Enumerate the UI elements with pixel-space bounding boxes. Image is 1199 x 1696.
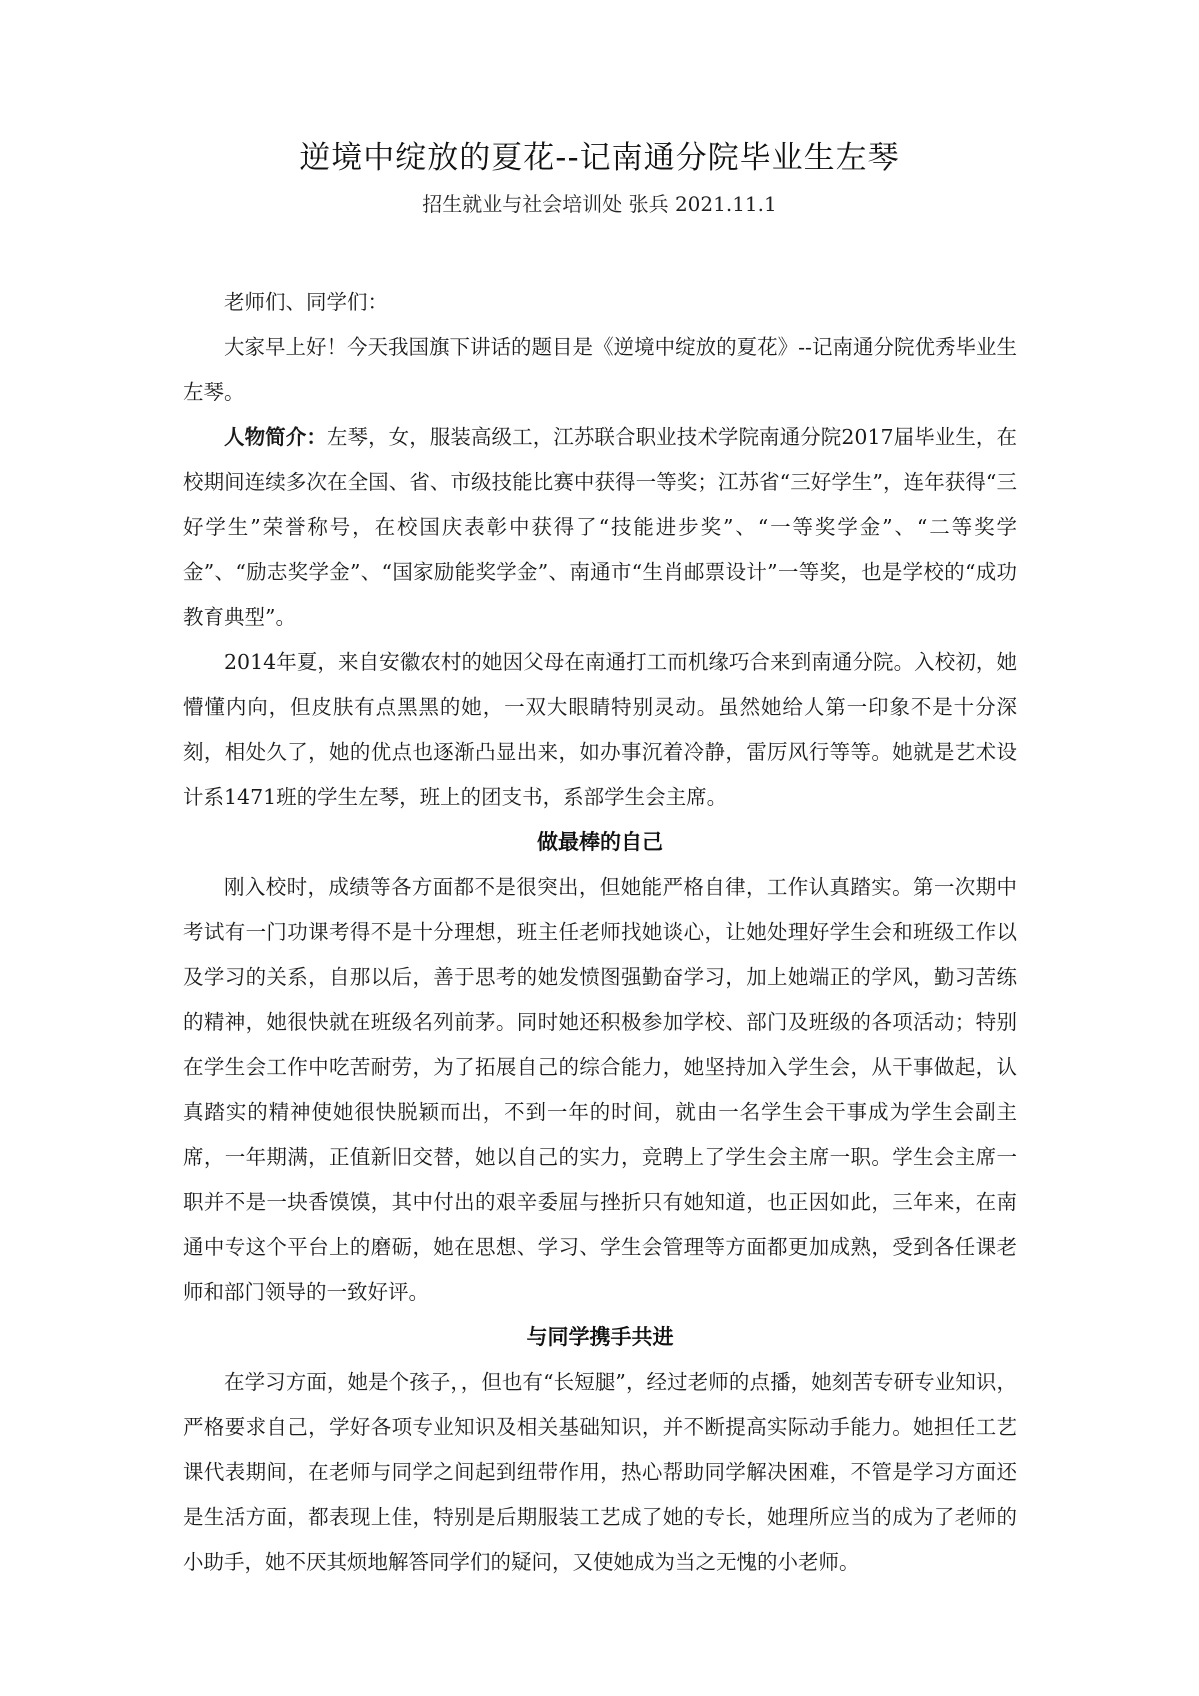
section-heading-progress-together: 与同学携手共进 — [526, 1325, 674, 1349]
greeting-paragraph: 老师们、同学们： — [224, 290, 388, 314]
profile-label: 人物简介： — [224, 425, 327, 449]
section1-paragraph: 刚入校时，成绩等各方面都不是很突出，但她能严格自律，工作认真踏实。第一次期中考试有一门功课考得不是十分理想，班主任老师找她谈心，让她处理好学生会和班级工作以及学习的关系，自那以后，善于思考的她发愤图强勤奋学习，加上她端正的学风，勤习苦练的精神，她很快就在班级名列前茅。同时她还积极参加学校、部门及班级的各项活动；特别在学生会工作中吃苦耐劳，为了拓展自己的综合能力，她坚持加入学生会，从干事做起，认真踏实的精神使她很快脱颖而出，不到一年的时间，就由一名学生会干事成为学生会副主席，一年期满，正值新旧交替，她以自己的实力，竞聘上了学生会主席一职。学生会主席一职并不是一块香馍馍，其中付出的艰辛委屈与挫折只有她知道，也正因如此，三年来，在南通中专这个平台上的磨砺，她在思想、学习、学生会管理等方面都更加成熟，受到各任课老师和部门领导的一致好评。 — [183, 875, 1017, 1304]
document-title: 逆境中绽放的夏花--记南通分院毕业生左琴 — [299, 140, 900, 176]
document-body — [183, 280, 1017, 1585]
profile-paragraph — [183, 415, 1017, 640]
document-byline: 招生就业与社会培训处 张兵 2021.11.1 — [422, 192, 777, 216]
profile-text: 左琴，女，服装高级工，江苏联合职业技术学院南通分院2017届毕业生，在校期间连续多次在全国、省、市级技能比赛中获得一等奖；江苏省“三好学生”，连年获得“三好学生”荣誉称号，在校国庆表彰中获得了“技能进步奖”、“一等奖学金”、“二等奖学金”、“励志奖学金”、“国家励能奖学金”、南通市“生肖邮票设计”一等奖，也是学校的“成功教育典型”。 — [183, 425, 1018, 629]
background-paragraph: 2014年夏，来自安徽农村的她因父母在南通打工而机缘巧合来到南通分院。入校初，她懵懂内向，但皮肤有点黑黑的她，一双大眼睛特别灵动。虽然她给人第一印象不是十分深刻，相处久了，她的优点也逐渐凸显出来，如办事沉着冷静，雷厉风行等等。她就是艺术设计系1471班的学生左琴，班上的团支书，系部学生会主席。 — [183, 650, 1017, 809]
section-heading-be-best-self: 做最棒的自己 — [537, 830, 663, 854]
section2-paragraph: 在学习方面，她是个孩子，，但也有“长短腿”，经过老师的点播，她刻苦专研专业知识，严格要求自己，学好各项专业知识及相关基础知识，并不断提高实际动手能力。她担任工艺课代表期间，在老师与同学之间起到纽带作用，热心帮助同学解决困难，不管是学习方面还是生活方面，都表现上佳，特别是后期服装工艺成了她的专长，她理所应当的成为了老师的小助手，她不厌其烦地解答同学们的疑问，又使她成为当之无愧的小老师。 — [183, 1370, 1017, 1574]
intro-paragraph: 大家早上好！今天我国旗下讲话的题目是《逆境中绽放的夏花》--记南通分院优秀毕业生左琴。 — [183, 335, 1017, 404]
